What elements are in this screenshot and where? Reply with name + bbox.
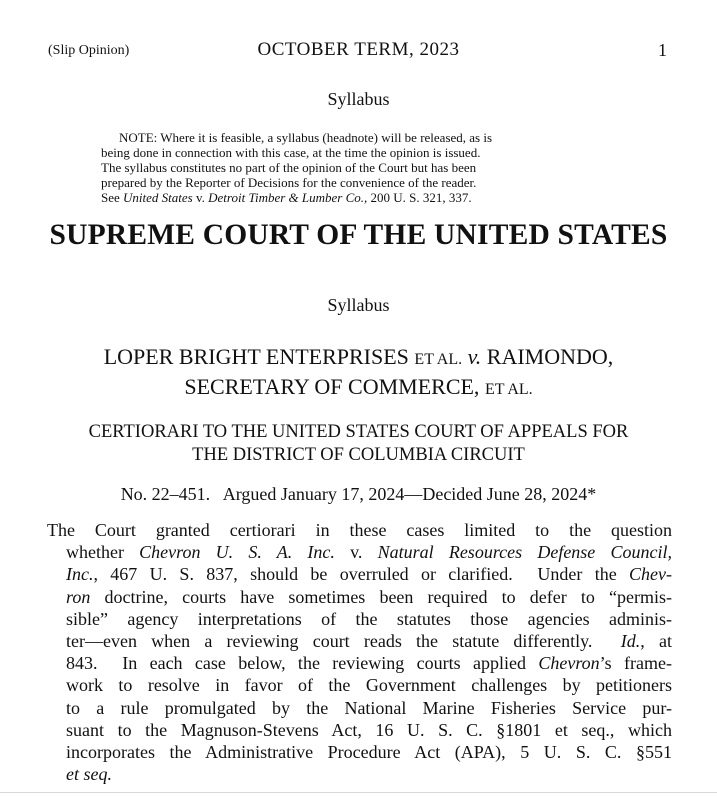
term-heading: OCTOBER TERM, 2023 (257, 39, 460, 60)
body-line: ron doctrine, courts have sometimes been required to defer to “permis- (66, 586, 672, 607)
body-line: incorporates the Administrative Procedure Act (APA), 5 U. S. C. §551 (66, 742, 672, 763)
note-line: prepared by the Reporter of Decisions for the convenience of the reader. (101, 175, 477, 190)
reporter-note (101, 130, 619, 205)
caption-line-1: LOPER BRIGHT ENTERPRISES ET AL. v. RAIMONDO, (103, 344, 614, 369)
caption-line-2: SECRETARY OF COMMERCE, ET AL. (184, 374, 533, 399)
note-line: NOTE: Where it is feasible, a syllabus (headnote) will be released, as is (119, 130, 493, 145)
slip-opinion-label: (Slip Opinion) (48, 43, 130, 58)
body-line: et seq. (66, 764, 112, 785)
syllabus-heading-top: Syllabus (327, 89, 390, 109)
case-caption (0, 343, 717, 403)
body-line: work to resolve in favor of the Government challenges by petitioners (66, 675, 672, 696)
syllabus-heading: Syllabus (327, 295, 390, 315)
note-line: See United States v. Detroit Timber & Lumber Co., 200 U. S. 321, 337. (101, 190, 472, 205)
body-line: suant to the Magnuson-Stevens Act, 16 U. S. C. §1801 et seq., which (66, 719, 672, 740)
court-name-title: SUPREME COURT OF THE UNITED STATES (49, 219, 668, 251)
body-line: to a rule promulgated by the National Marine Fisheries Service pur- (66, 697, 672, 718)
syllabus-body (47, 519, 672, 785)
page-bottom-divider (0, 792, 717, 793)
note-line: The syllabus constitutes no part of the opinion of the Court but has been (101, 160, 477, 175)
body-line: sible” agency interpretations of the statutes those agencies adminis- (66, 608, 672, 629)
body-line: The Court granted certiorari in these cases limited to the question (47, 520, 672, 540)
body-line: 843. In each case below, the reviewing courts applied Chevron’s frame- (66, 653, 672, 674)
note-line: being done in connection with this case, at the time the opinion is issued. (101, 145, 481, 160)
body-line: whether Chevron U. S. A. Inc. v. Natural Resources Defense Council, (66, 542, 672, 563)
certiorari-heading: CERTIORARI TO THE UNITED STATES COURT OF APPEALS FOR THE DISTRICT OF COLUMBIA CIRCUIT (88, 422, 629, 465)
page-number: 1 (658, 40, 667, 60)
docket-line: No. 22–451. Argued January 17, 2024—Decided June 28, 2024* (120, 484, 597, 504)
body-line: ter—even when a reviewing court reads the statute differently. Id., at (66, 631, 672, 652)
body-line: Inc., 467 U. S. 837, should be overruled or clarified. Under the Chev- (66, 564, 672, 585)
